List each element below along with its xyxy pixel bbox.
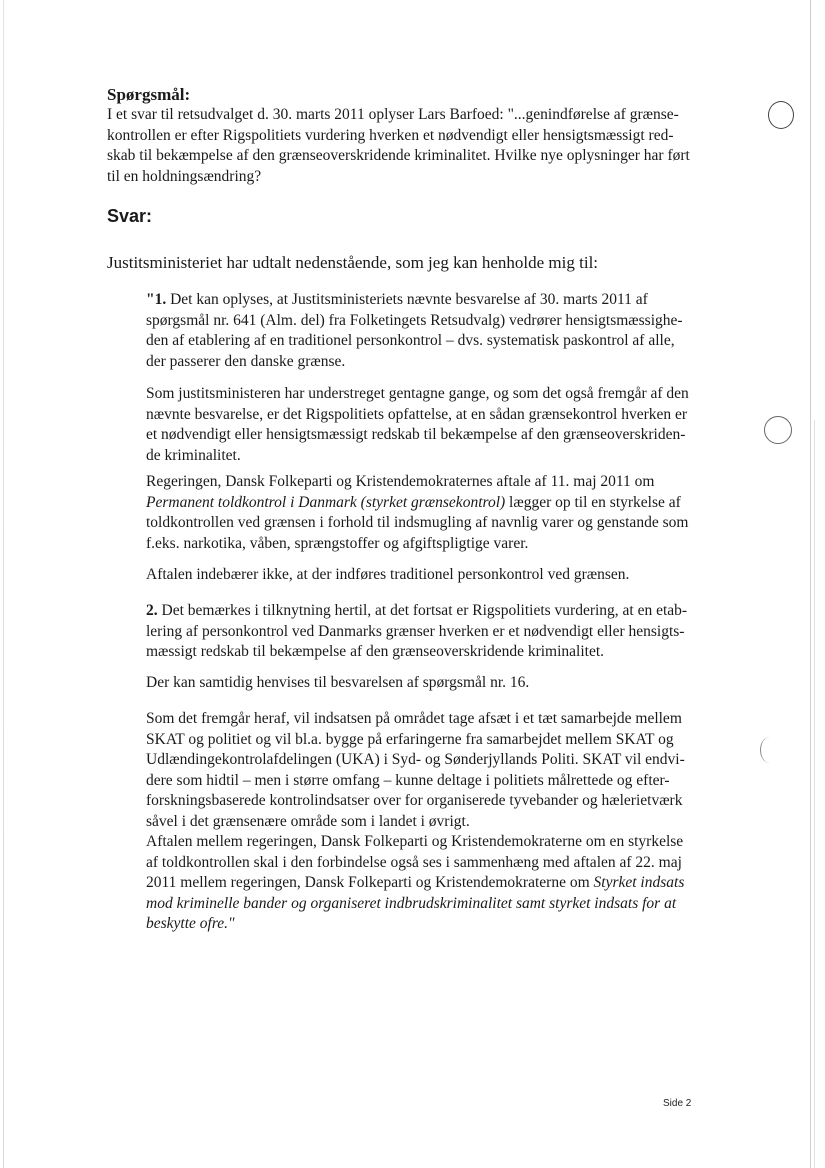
paragraph-line: Som justitsministeren har understreget gentagne gange, og som det også fremgår af den <box>146 385 689 402</box>
scan-edge-left <box>3 0 4 1168</box>
paragraph-line: nævnte besvarelse, er det Rigspolitiets opfattelse, at en sådan grænsekontrol hverken er <box>146 405 688 423</box>
paragraph-line <box>146 493 681 514</box>
paragraph-line: lering af personkontrol ved Danmarks grænser hverken er et nødvendigt eller hensigts- <box>146 622 685 640</box>
scan-edge-right-secondary <box>814 420 815 1168</box>
question-text <box>107 105 690 187</box>
paragraph-line: spørgsmål nr. 641 (Alm. del) fra Folketingets Retsudvalg) vedrører hensigtsmæssighe- <box>146 311 683 329</box>
paragraph-line <box>146 873 685 894</box>
paragraph-line: Der kan samtidig henvises til besvarelsen af spørgsmål nr. 16. <box>146 674 530 691</box>
paragraph-line: de kriminalitet. <box>146 446 241 464</box>
answer-paragraph-3 <box>146 472 689 554</box>
agreement-title: Styrket indsats <box>593 874 685 891</box>
agreement-title: Permanent toldkontrol i Danmark (styrket grænsekontrol) <box>146 493 506 511</box>
paragraph-line-rest: lægger op til en styrkelse af <box>505 493 681 511</box>
paragraph-line: såvel i det grænsenære område som i landet i øvrigt. <box>146 812 470 830</box>
paragraph-line: Aftalen indebærer ikke, at der indføres traditionel personkontrol ved grænsen. <box>146 566 630 583</box>
question-line: kontrollen er efter Rigspolitiets vurdering hverken et nødvendigt eller hensigtsmæssigt red- <box>107 126 674 144</box>
punch-hole-middle <box>764 416 792 444</box>
paragraph-line: Som det fremgår heraf, vil indsatsen på området tage afsæt i et tæt samarbejde mellem <box>146 710 682 727</box>
paragraph-line: dere som hidtil – men i større omfang – kunne deltage i politiets målrettede og efter- <box>146 771 670 789</box>
question-heading: Spørgsmål: <box>107 85 191 104</box>
paragraph-number: 2. <box>146 602 158 619</box>
answer-paragraph-5 <box>146 601 688 663</box>
answer-paragraph-7 <box>146 709 685 832</box>
answer-heading: Svar: <box>107 206 153 226</box>
paragraph-line <box>146 290 666 311</box>
answer-intro-line: Justitsministeriet har udtalt nedenstående, som jeg kan henholde mig til: <box>107 253 599 272</box>
answer-paragraph-6 <box>146 673 666 694</box>
paragraph-number: "1. <box>146 291 167 308</box>
paragraph-line: SKAT og politiet og vil bl.a. bygge på erfaringerne fra samarbejdet mellem SKAT og <box>146 730 674 748</box>
answer-paragraph-2 <box>146 384 689 466</box>
answer-paragraph-8 <box>146 832 685 935</box>
paragraph-line: Aftalen mellem regeringen, Dansk Folkeparti og Kristendemokraterne om en styrkelse <box>146 833 684 850</box>
question-line: til en holdningsændring? <box>107 167 262 185</box>
question-line: I et svar til retsudvalget d. 30. marts 2011 oplyser Lars Barfoed: "...genindførelse af grænse- <box>107 106 679 123</box>
paragraph-line-italic: beskytte ofre." <box>146 915 235 932</box>
paragraph-line: forskningsbaserede kontrolindsatser over for organiserede tyvebander og hælerietværk <box>146 792 683 809</box>
page-number: Side 2 <box>663 1098 692 1109</box>
paragraph-line: af toldkontrollen skal i den forbindelse også ses i sammenhæng med aftalen af 22. maj <box>146 853 682 871</box>
paragraph-line: mæssigt redskab til bekæmpelse af den grænseoverskridende kriminalitet. <box>146 643 605 660</box>
answer-intro <box>107 252 598 274</box>
paragraph-line-italic: mod kriminelle bander og organiseret indbrudskriminalitet samt styrket indsats for at <box>146 894 677 912</box>
paragraph-line: Udlændingekontrolafdelingen (UKA) i Syd- og Sønderjyllands Politi. SKAT vil endvi- <box>146 751 685 768</box>
paragraph-first-line: Det bemærkes i tilknytning hertil, at det fortsat er Rigspolitiets vurdering, at en etab- <box>157 602 688 619</box>
paragraph-line: toldkontrollen ved grænsen i forhold til indsmugling af navnlig varer og genstande som <box>146 514 689 531</box>
paragraph-line-plain: 2011 mellem regeringen, Dansk Folkeparti og Kristendemokraterne om <box>146 874 594 891</box>
punch-hole-top <box>768 101 794 129</box>
paragraph-first-line: Det kan oplyses, at Justitsministeriets nævnte besvarelse af 30. marts 2011 af <box>166 291 648 308</box>
paragraph-line: et nødvendigt eller hensigtsmæssigt redskab til bekæmpelse af den grænseoverskriden- <box>146 426 686 443</box>
paragraph-line: den af etablering af en traditionel personkontrol – dvs. systematisk paskontrol af alle, <box>146 332 675 349</box>
paragraph-line: der passerer den danske grænse. <box>146 352 346 370</box>
scan-edge-right <box>810 0 811 1168</box>
answer-paragraph-1 <box>146 290 683 372</box>
question-line: skab til bekæmpelse af den grænseoverskridende kriminalitet. Hvilke nye oplysninger har ført <box>107 147 690 164</box>
answer-paragraph-4 <box>146 565 666 586</box>
punch-hole-bottom <box>760 737 779 763</box>
paragraph-line <box>146 601 688 622</box>
paragraph-line: f.eks. narkotika, våben, sprængstoffer og afgiftspligtige varer. <box>146 534 529 552</box>
paragraph-line: Regeringen, Dansk Folkeparti og Kristendemokraternes aftale af 11. maj 2011 om <box>146 473 655 490</box>
